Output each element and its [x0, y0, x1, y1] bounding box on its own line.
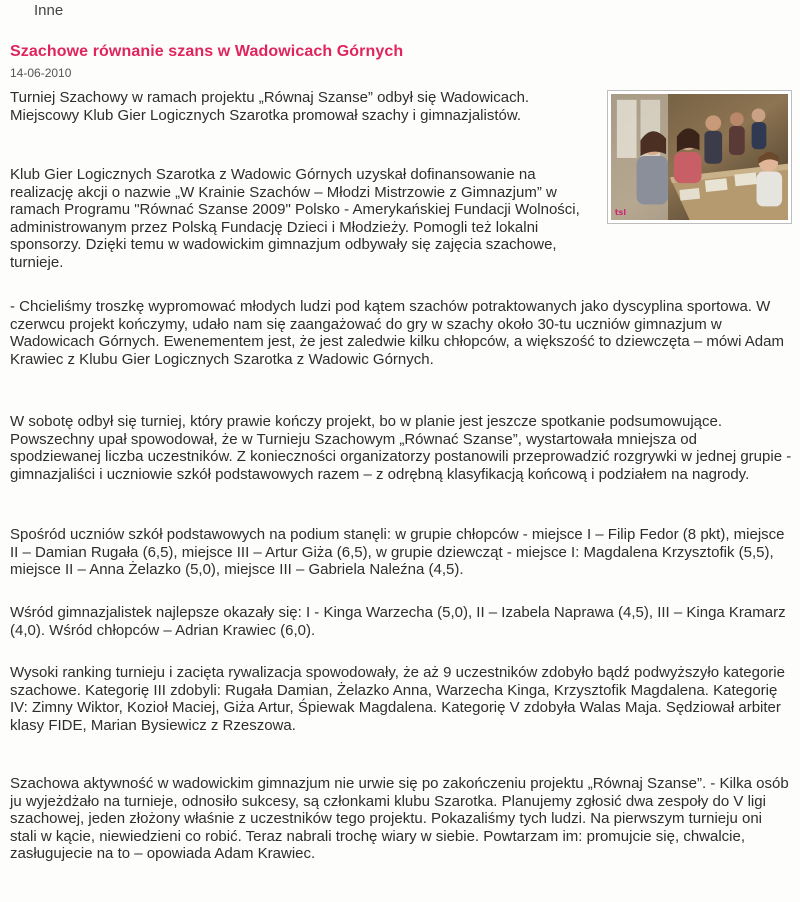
article-title[interactable]: Szachowe równanie szans w Wadowicach Górnych [10, 43, 404, 60]
article-paragraph: - Chcieliśmy troszkę wypromować młodych ludzi pod kątem szachów potraktowanych jako dyscyplina sportowa. W czerwcu projekt kończymy, udało nam się zaangażować do gry w szachy około 30-tu uczniów gimnazjum w Wadowicach Górnych. Ewenementem jest, że jest zaledwie kilku chłopców, a większość to dziewczęta – mówi Adam Krawiec z Klubu Gier Logicznych Szarotka z Wadowic Górnych. [10, 298, 784, 368]
article-paragraph: Klub Gier Logicznych Szarotka z Wadowic Górnych uzyskał dofinansowanie na realizację akcji o nazwie „W Krainie Szachów – Młodzi Mistrzowie z Gimnazjum” w ramach Programu "Równać Szanse 2009" Polsko - Amerykańskiej Fundacji Wolności, administrowanym przez Polską Fundację Dzieci i Młodzieży. Pomogli też lokalni sponsorzy. Dzięki temu w wadowickim gimnazjum odbywały się zajęcia szachowe, turnieje. [10, 166, 580, 271]
article-paragraph: Szachowa aktywność w wadowickim gimnazjum nie urwie się po zakończeniu projektu „Równaj Szanse”. - Kilka osób ju wyjeżdżało na turnieje, odnosiło sukcesy, są członkami klubu Szarotka. Planujemy zgłosić dwa zespoły do V ligi szachowej, jeden złożony właśnie z uczestników tego projektu. Pokazaliśmy tych ludzi. Na pierwszym turnieju oni stali w kącie, niewiedzieni co robić. Teraz nabrali trochę wiary w siebie. Powtarzam im: promujcie się, chwalcie, zasługujecie na to – opowiada Adam Krawiec. [10, 775, 789, 863]
article-paragraph: Wśród gimnazjalistek najlepsze okazały się: I - Kinga Warzecha (5,0), II – Izabela Naprawa (4,5), III – Kinga Kramarz (4,0). Wśród chłopców – Adrian Krawiec (6,0). [10, 604, 786, 639]
svg-text:tsl: tsl [614, 208, 627, 218]
article-date: 14-06-2010 [10, 66, 72, 80]
article-photo[interactable] [607, 90, 792, 224]
article-paragraph: Turniej Szachowy w ramach projektu „Równaj Szanse” odbył się Wadowicach. Miejscowy Klub Gier Logicznych Szarotka promował szachy i gimnazjalistów. [10, 89, 530, 124]
article-paragraph: Wysoki ranking turnieju i zacięta rywalizacja spowodowały, że aż 9 uczestników zdobyło bądź podwyższyło kategorie szachowe. Kategorię III zdobyli: Rugała Damian, Żelazko Anna, Warzecha Kinga, Krzysztofik Magdalena. Kategorię IV: Zimny Wiktor, Kozioł Maciej, Giża Artur, Śpiewak Magdalena. Kategorię V zdobyła Walas Maja. Sędziował arbiter klasy FIDE, Marian Bysiewicz z Rzeszowa. [10, 664, 785, 734]
article-paragraph: Spośród uczniów szkół podstawowych na podium stanęli: w grupie chłopców - miejsce I – Filip Fedor (8 pkt), miejsce II – Damian Rugała (6,5), miejsce III – Artur Giża (6,5), w grupie dziewcząt - miejsce I: Magdalena Krzysztofik (5,5), miejsce II – Anna Żelazko (5,0), miejsce III – Gabriela Naleźna (4,5). [10, 526, 785, 579]
article-paragraph: W sobotę odbył się turniej, który prawie kończy projekt, bo w planie jest jeszcze spotkanie podsumowujące. Powszechny upał spowodował, że w Turnieju Szachowym „Równać Szanse”, wystartowała mniejsza od spodziewanej liczba uczestników. Z konieczności organizatorzy postanowili przeprowadzić rozgrywki w jednej grupie - gimnazjaliści i uczniowie szkół podstawowych razem – z odrębną klasyfikacją końcową i podziałem na nagrody. [10, 413, 792, 483]
chess-players-image [611, 94, 788, 220]
section-label: Inne [34, 2, 64, 19]
